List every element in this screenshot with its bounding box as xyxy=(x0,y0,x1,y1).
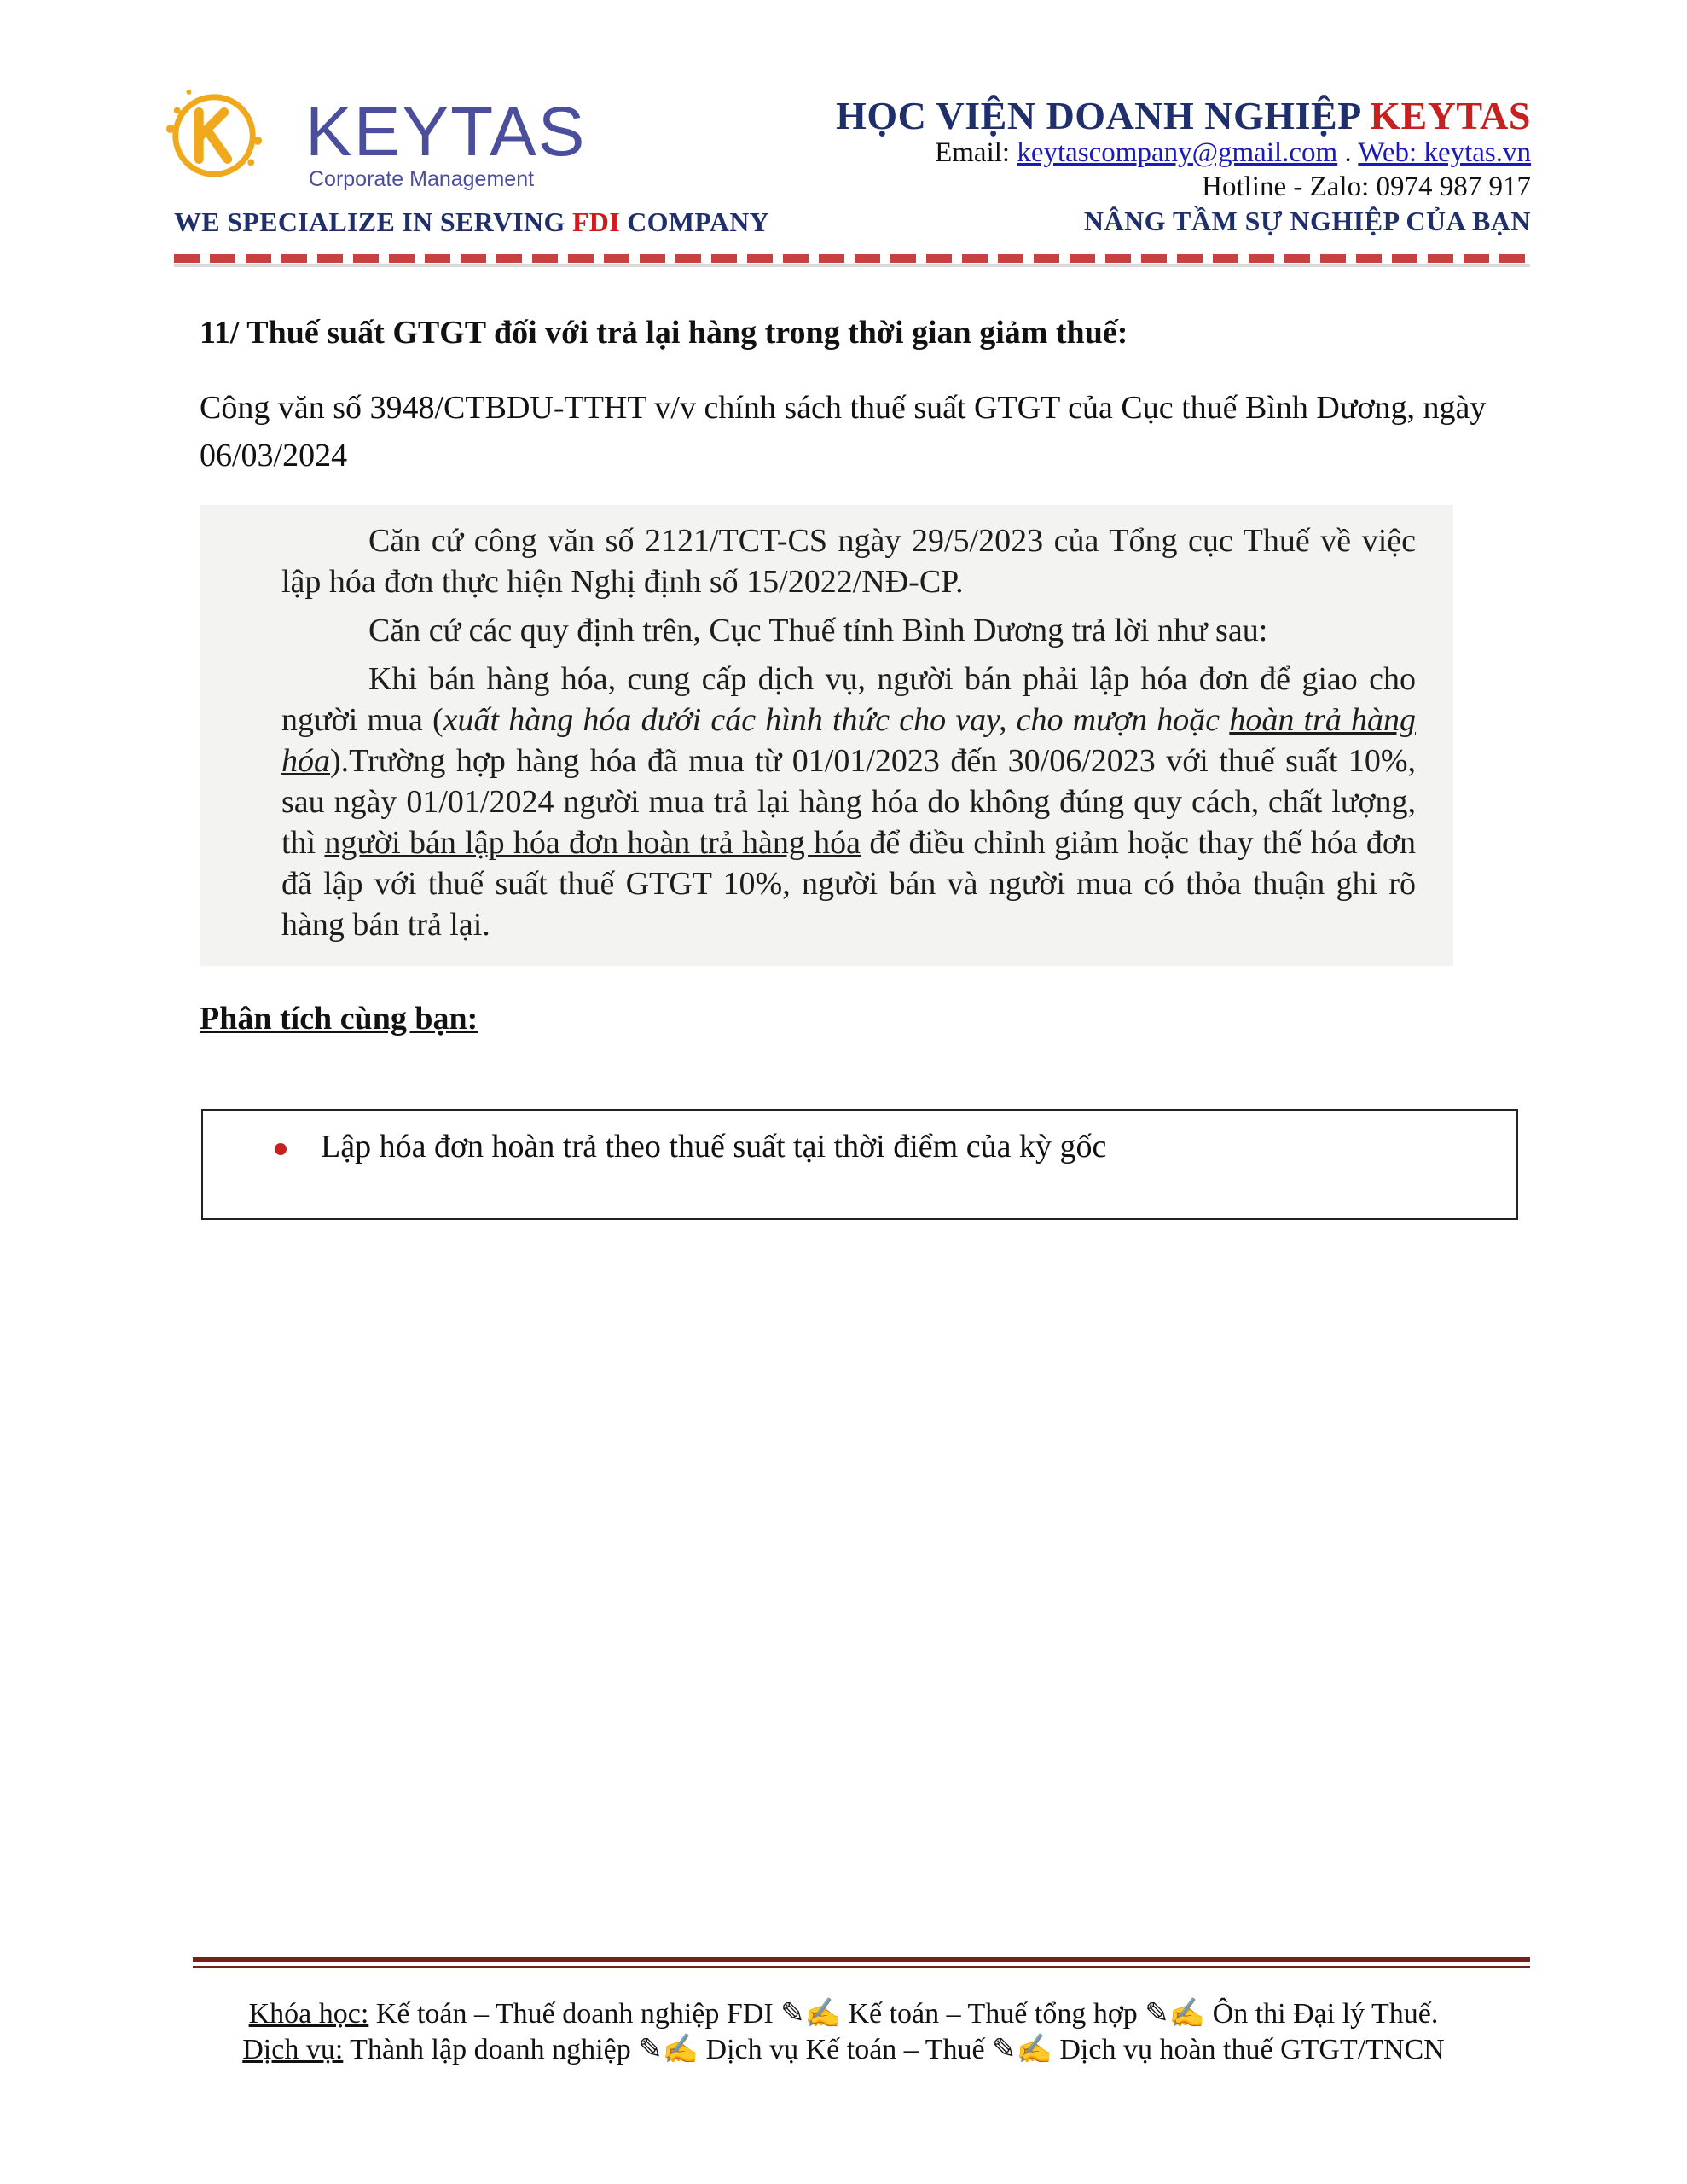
contact-separator: . xyxy=(1337,137,1359,169)
footer-divider xyxy=(193,1957,1530,1962)
website-link[interactable]: Web: keytas.vn xyxy=(1358,137,1531,169)
scan-p3-italic-underlined: hoàn trả hàng hóa xyxy=(281,702,1416,779)
footer-services-label: Dịch vụ: xyxy=(242,2034,344,2065)
footer-courses-text: Kế toán – Thuế doanh nghiệp FDI ✎✍ Kế toán – Thuế tổng hợp ✎✍ Ôn thi Đại lý Thuế. xyxy=(368,1998,1439,2030)
scan-p3-part-c: để điều chỉnh giảm hoặc thay thế hóa đơn đã lập với thuế suất thuế GTGT 10%, người bán và người mua có thỏa thuận ghi rõ hàng bán trả lại. xyxy=(281,825,1416,943)
scan-p3-underlined: người bán lập hóa đơn hoàn trả hàng hóa xyxy=(324,825,861,861)
scan-paragraph-3 xyxy=(281,659,1416,945)
bullet-icon xyxy=(275,1143,287,1155)
section-heading: 11/ Thuế suất GTGT đối với trả lại hàng trong thời gian giảm thuế: xyxy=(200,315,1128,351)
scan-paragraph-2: Căn cứ các quy định trên, Cục Thuế tỉnh Bình Dương trả lời như sau: xyxy=(368,613,1268,648)
slogan: NÂNG TẦM SỰ NGHIỆP CỦA BẠN xyxy=(1083,206,1531,237)
keytas-logo xyxy=(154,75,597,203)
analysis-bullet-text: Lập hóa đơn hoàn trả theo thuế suất tại thời điểm của kỳ gốc xyxy=(321,1129,1107,1165)
org-brand: KEYTAS xyxy=(1370,94,1531,137)
email-label: Email: xyxy=(935,137,1017,169)
analysis-box xyxy=(201,1109,1518,1220)
company-tagline xyxy=(174,206,769,238)
footer-courses-label: Khóa học: xyxy=(248,1998,369,2030)
contact-line xyxy=(836,136,1531,171)
org-title xyxy=(836,96,1531,136)
scanned-excerpt xyxy=(200,505,1453,966)
footer-services-text: Thành lập doanh nghiệp ✎✍ Dịch vụ Kế toán – Thuế ✎✍ Dịch vụ hoàn thuế GTGT/TNCN xyxy=(343,2034,1445,2065)
scan-p3-part-a: Khi bán hàng hóa, cung cấp dịch vụ, người bán phải lập hóa đơn để giao cho người mua ( xyxy=(281,661,1416,738)
scan-p3-part-b: ).Trường hợp hàng hóa đã mua từ 01/01/2023 đến 30/06/2023 với thuế suất 10%, sau ngày 01/01/2024 người mua trả lại hàng hóa do không đúng quy cách, chất lượng, thì xyxy=(281,743,1416,861)
section-intro: Công văn số 3948/CTBDU-TTHT v/v chính sách thuế suất GTGT của Cục thuế Bình Dương, ngày 06/03/2024 xyxy=(200,390,1487,473)
hotline: Hotline - Zalo: 0974 987 917 xyxy=(1202,171,1531,202)
logo-wordmark: KEYTAS xyxy=(305,93,587,171)
footer-courses xyxy=(0,1996,1687,2030)
email-link[interactable]: keytascompany@gmail.com xyxy=(1017,137,1338,169)
org-title-text: HỌC VIỆN DOANH NGHIỆP xyxy=(836,94,1371,137)
header-divider-shadow xyxy=(174,264,1530,267)
header-divider xyxy=(174,254,1530,263)
tagline-fdi: FDI xyxy=(571,206,620,237)
logo-subtitle: Corporate Management xyxy=(309,167,535,191)
tagline-post: COMPANY xyxy=(619,206,770,237)
analysis-heading: Phân tích cùng bạn: xyxy=(200,1001,478,1037)
scan-p3-italic: xuất hàng hóa dưới các hình thức cho vay, cho mượn hoặc xyxy=(443,702,1230,738)
footer-services xyxy=(0,2032,1687,2066)
tagline-pre: WE SPECIALIZE IN SERVING xyxy=(174,206,572,237)
footer-divider-thin xyxy=(193,1966,1530,1968)
header-contact-block xyxy=(836,96,1531,240)
scan-paragraph-1: Căn cứ công văn số 2121/TCT-CS ngày 29/5/2023 của Tổng cục Thuế về việc lập hóa đơn thực hiện Nghị định số 15/2022/NĐ-CP. xyxy=(281,523,1416,600)
logo-k-icon xyxy=(164,85,264,186)
